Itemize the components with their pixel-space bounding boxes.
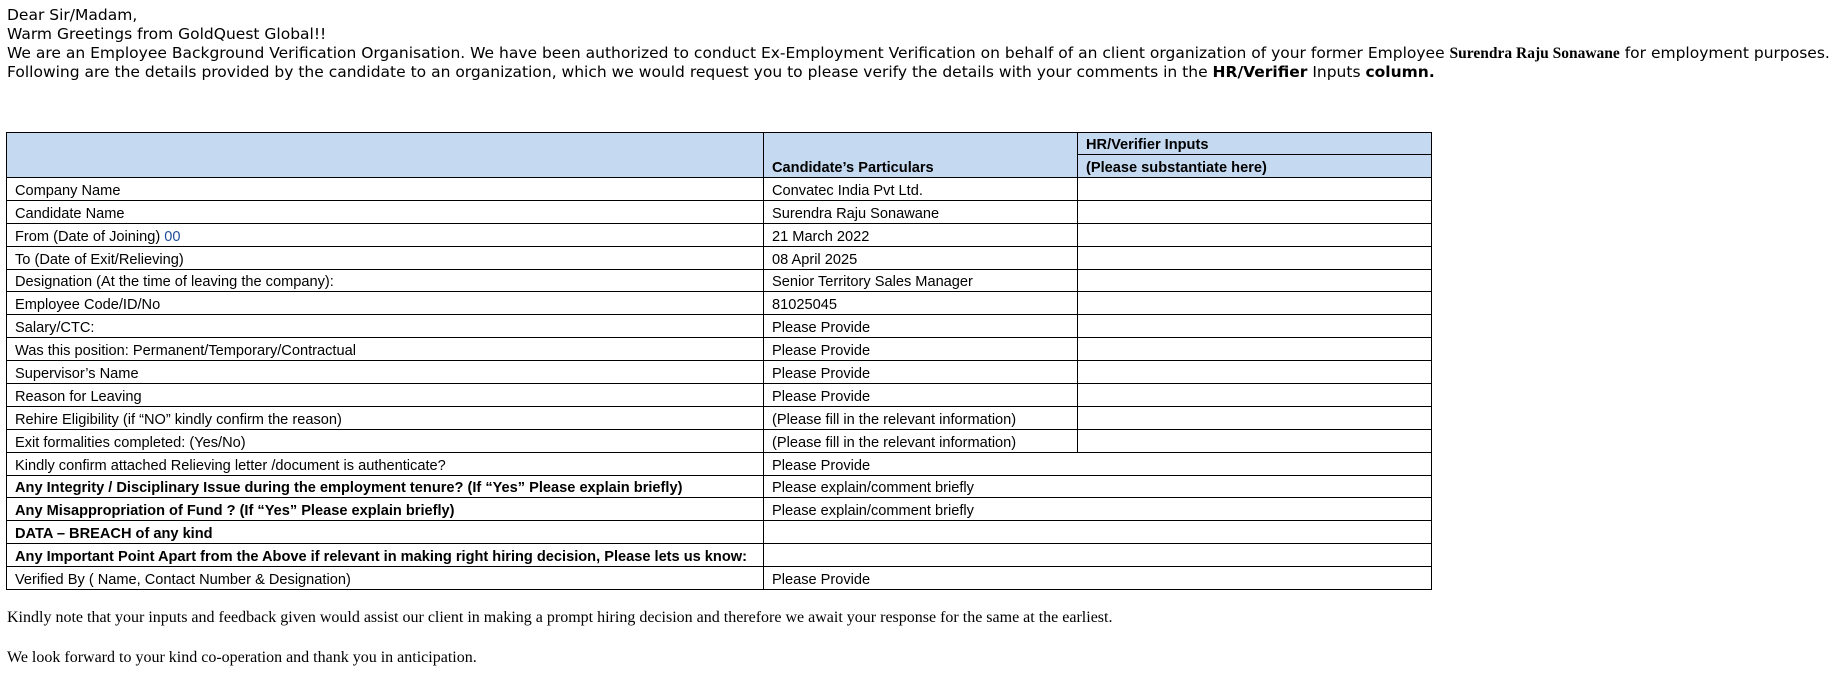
hr-input-cell[interactable] [1078, 269, 1432, 292]
row-value [764, 521, 1432, 544]
closing-thanks: We look forward to your kind co-operation and thank you in anticipation. [7, 649, 477, 666]
row-value [764, 544, 1432, 567]
hr-input-cell[interactable] [1078, 292, 1432, 315]
row-value: Please Provide [764, 452, 1432, 475]
row-label: Rehire Eligibility (if “NO” kindly confirm the reason) [7, 406, 764, 429]
row-value: Please Provide [764, 384, 1078, 407]
table-row [7, 429, 1432, 452]
hr-input-cell[interactable] [1078, 429, 1432, 452]
row-label: DATA – BREACH of any kind [7, 521, 764, 544]
row-label: Employee Code/ID/No [7, 292, 764, 315]
hr-input-cell[interactable] [1078, 246, 1432, 269]
row-label: Was this position: Permanent/Temporary/Contractual [7, 338, 764, 361]
row-value: Please Provide [764, 567, 1432, 590]
row-label [7, 223, 764, 246]
row-label: Company Name [7, 178, 764, 201]
row-label: Verified By ( Name, Contact Number & Designation) [7, 567, 764, 590]
row-label: Supervisor’s Name [7, 361, 764, 384]
greeting: Warm Greetings from GoldQuest Global!! [7, 25, 327, 43]
hr-input-cell[interactable] [1078, 384, 1432, 407]
table-row [7, 384, 1432, 407]
verification-table [6, 132, 1432, 590]
row-label: Reason for Leaving [7, 384, 764, 407]
letter-intro [7, 6, 1830, 82]
table-row [7, 315, 1432, 338]
header-hr-verifier-inputs: HR/Verifier Inputs [1078, 133, 1432, 155]
hr-input-cell[interactable] [1078, 223, 1432, 246]
row-label: Any Important Point Apart from the Above if relevant in making right hiring decision, Please lets us know: [7, 544, 764, 567]
hr-input-cell[interactable] [1078, 406, 1432, 429]
row-label: Exit formalities completed: (Yes/No) [7, 429, 764, 452]
request-paragraph [7, 63, 1830, 82]
row-label: Any Misappropriation of Fund ? (If “Yes” Please explain briefly) [7, 498, 764, 521]
row-label: Designation (At the time of leaving the company): [7, 269, 764, 292]
row-value: (Please fill in the relevant information) [764, 406, 1078, 429]
row-value: 21 March 2022 [764, 223, 1078, 246]
row-value: Please explain/comment briefly [764, 498, 1432, 521]
employee-name: Surendra Raju Sonawane [1449, 45, 1620, 62]
row-value: 08 April 2025 [764, 246, 1078, 269]
header-candidate-particulars: Candidate’s Particulars [764, 133, 1078, 178]
row-value: (Please fill in the relevant information) [764, 429, 1078, 452]
row-label: To (Date of Exit/Relieving) [7, 246, 764, 269]
row-label: Salary/CTC: [7, 315, 764, 338]
hr-input-cell[interactable] [1078, 361, 1432, 384]
table-row [7, 269, 1432, 292]
header-blank-cell [7, 133, 764, 178]
table-header-row [7, 133, 1432, 155]
request-text: Following are the details provided by the candidate to an organization, which we would request you to please verify the details with your comments in the [7, 63, 1213, 81]
row-value: Please Provide [764, 361, 1078, 384]
row-value: Please Provide [764, 338, 1078, 361]
row-value: Convatec India Pvt Ltd. [764, 178, 1078, 201]
row-value: Surendra Raju Sonawane [764, 200, 1078, 223]
hr-input-cell[interactable] [1078, 200, 1432, 223]
salutation: Dear Sir/Madam, [7, 6, 138, 24]
header-please-substantiate: (Please substantiate here) [1078, 155, 1432, 178]
table-row [7, 406, 1432, 429]
table-row [7, 567, 1432, 590]
table-row [7, 200, 1432, 223]
table-row [7, 475, 1432, 498]
hr-input-cell[interactable] [1078, 315, 1432, 338]
row-value: Please explain/comment briefly [764, 475, 1432, 498]
hr-verifier-bold: HR/Verifier [1212, 63, 1308, 81]
intro-text-end: for employment purposes. [1619, 44, 1830, 62]
table-row [7, 178, 1432, 201]
table-row [7, 223, 1432, 246]
row-label: Candidate Name [7, 200, 764, 223]
intro-text: We are an Employee Background Verification Organisation. We have been authorized to conduct Ex-Employment Verification on behalf of an client organization of your former Employee [7, 44, 1450, 62]
row-value: 81025045 [764, 292, 1078, 315]
row-label: Any Integrity / Disciplinary Issue during the employment tenure? (If “Yes” Please explain briefly) [7, 475, 764, 498]
hr-input-cell[interactable] [1078, 178, 1432, 201]
table-row [7, 521, 1432, 544]
table-row [7, 246, 1432, 269]
table-row [7, 498, 1432, 521]
column-bold: column. [1365, 63, 1435, 81]
closing-note: Kindly note that your inputs and feedback given would assist our client in making a prompt hiring decision and therefore we await your response for the same at the earliest. [7, 609, 1113, 626]
intro-paragraph [7, 44, 1830, 63]
hr-input-cell[interactable] [1078, 338, 1432, 361]
table-row [7, 361, 1432, 384]
inputs-text: Inputs [1307, 63, 1366, 81]
row-label-text: From (Date of Joining) [15, 228, 165, 245]
row-label-suffix: 00 [164, 228, 181, 245]
row-value: Senior Territory Sales Manager [764, 269, 1078, 292]
table-row [7, 292, 1432, 315]
table-row [7, 452, 1432, 475]
table-row [7, 338, 1432, 361]
row-label: Kindly confirm attached Relieving letter /document is authenticate? [7, 452, 764, 475]
table-row [7, 544, 1432, 567]
row-value: Please Provide [764, 315, 1078, 338]
